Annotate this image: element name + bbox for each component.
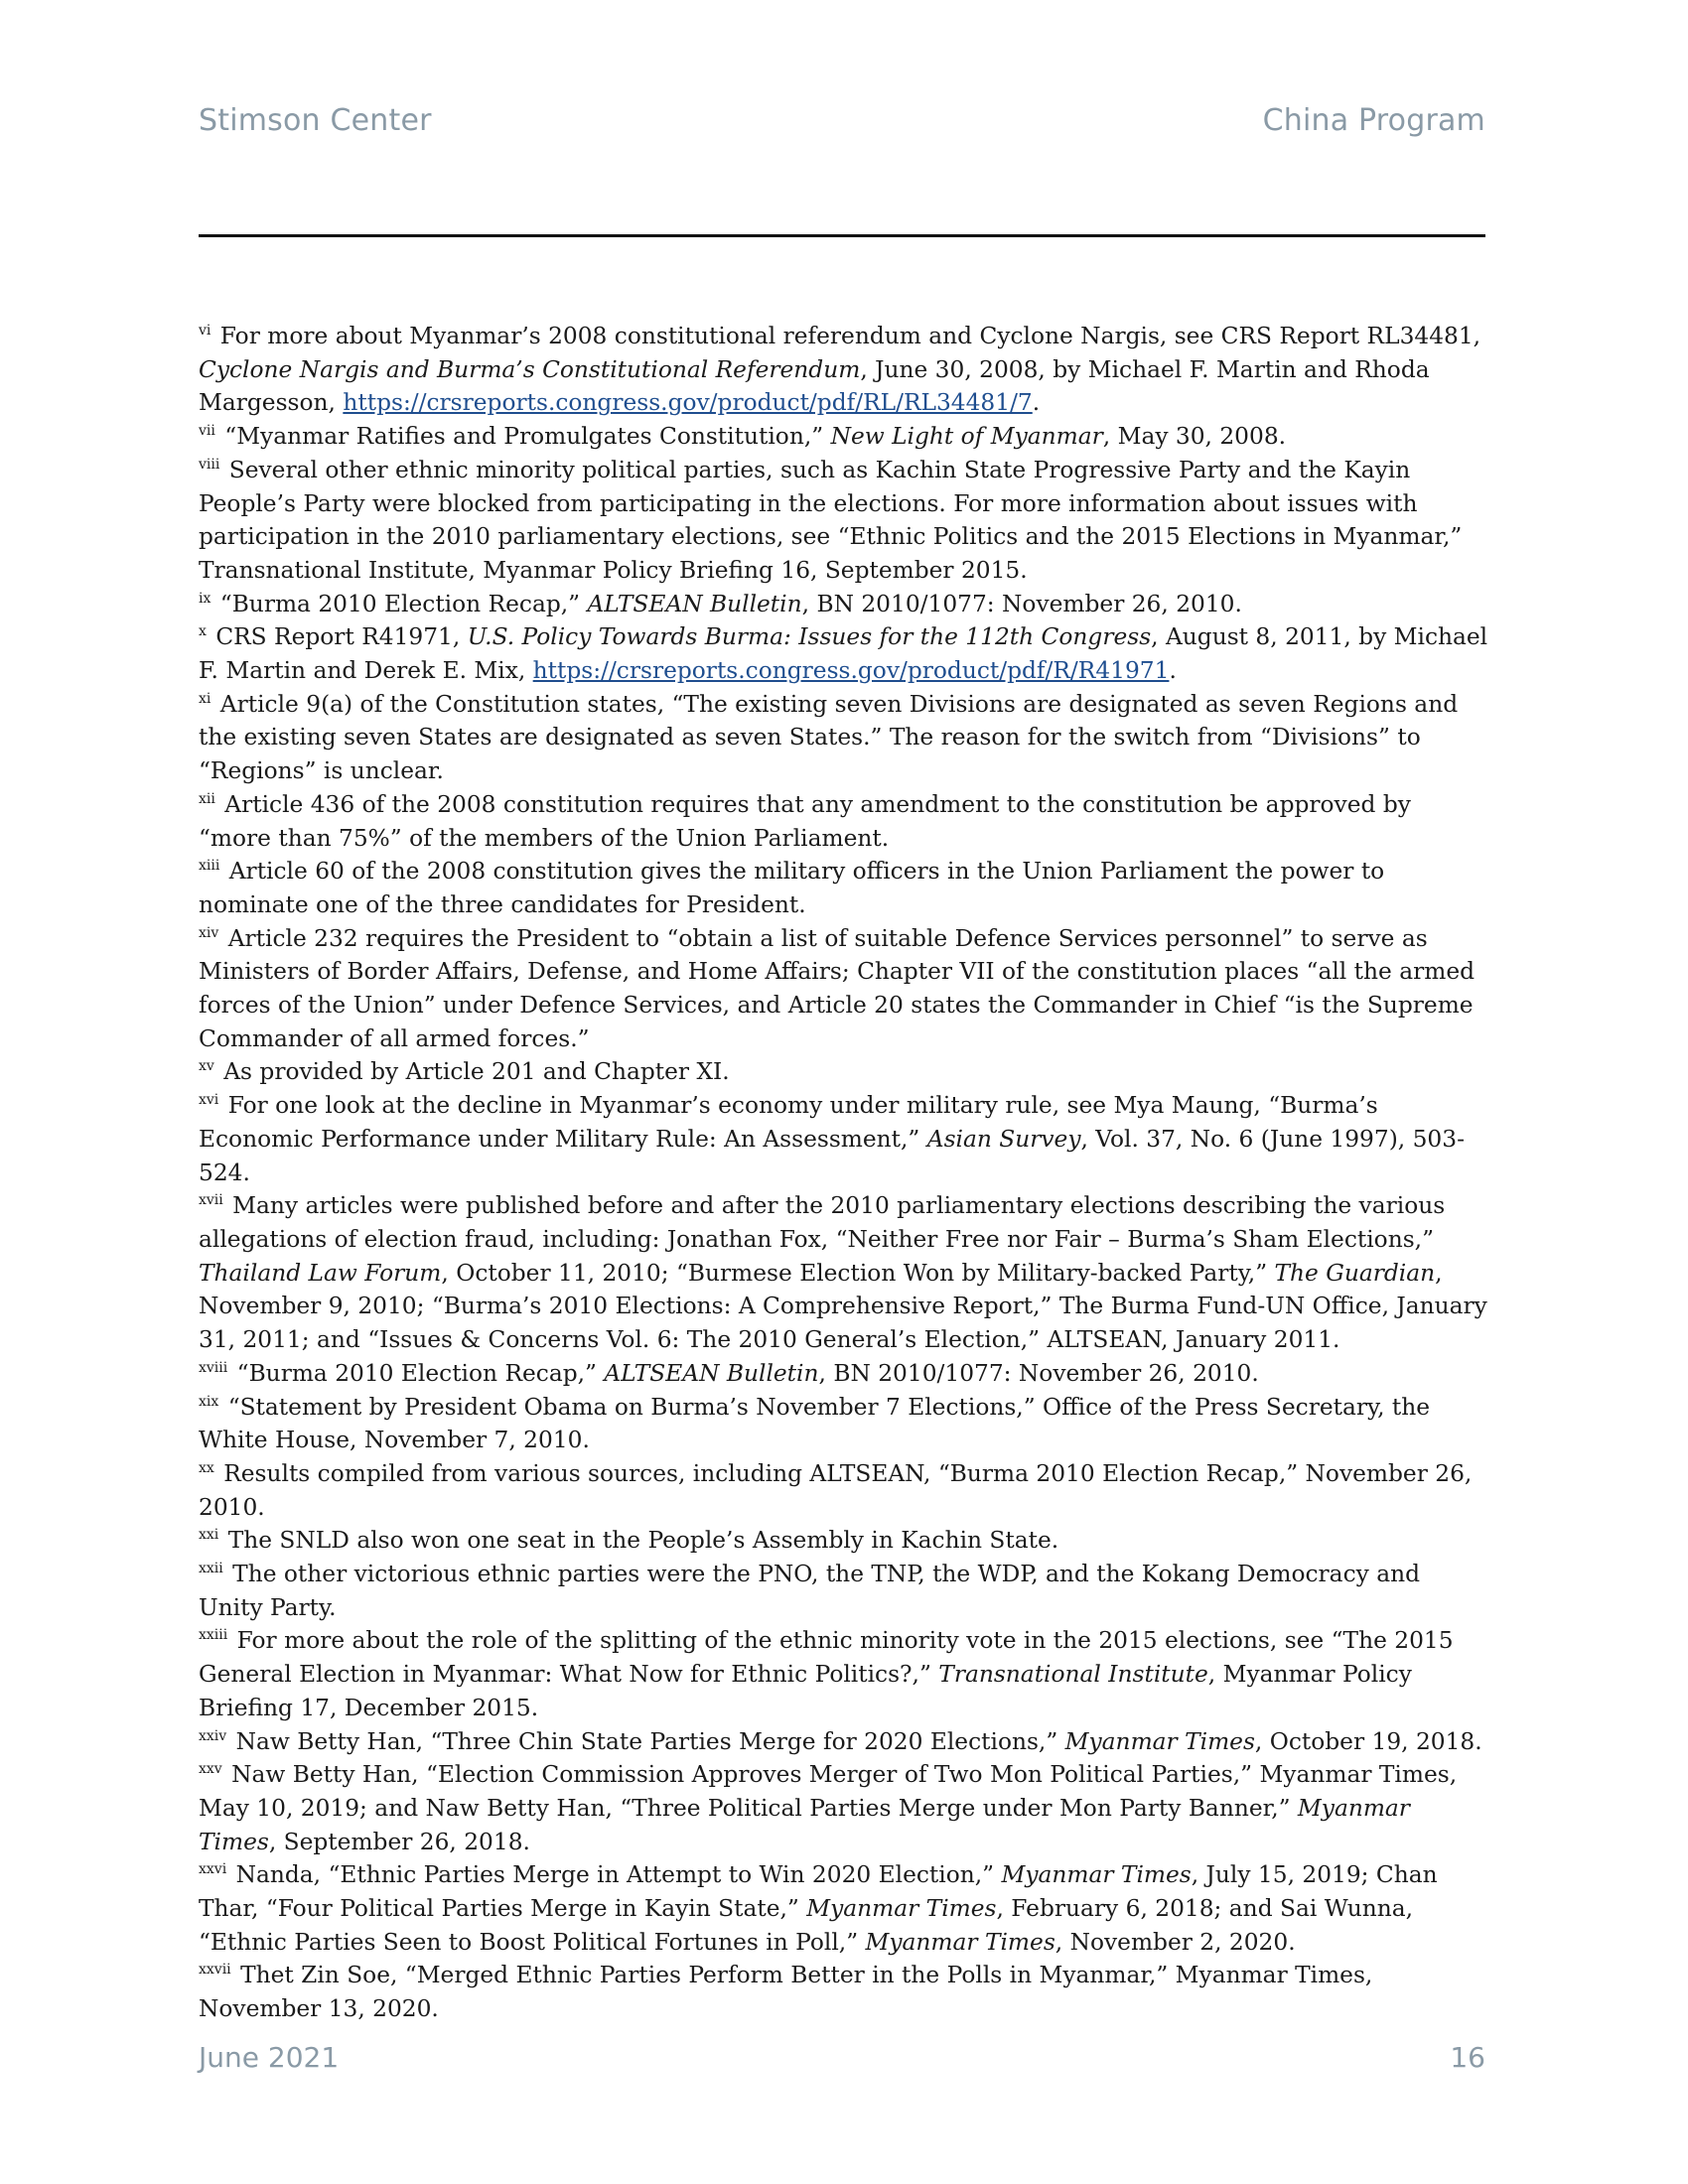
endnote-marker: viii <box>199 456 220 473</box>
endnote-marker: xiv <box>199 924 219 941</box>
endnote-text: , February 6, 2018; and Sai Wunna, “Ethnic Parties Seen to Boost Political Fortunes in Poll,” <box>199 1895 1414 1956</box>
endnote-text: , Myanmar Policy Briefing 17, December 2015. <box>199 1661 1412 1721</box>
endnote-italic-title: Myanmar Times <box>1064 1727 1255 1755</box>
endnote-italic-title: ALTSEAN Bulletin <box>604 1359 819 1387</box>
endnote-text: Article 436 of the 2008 constitution requires that any amendment to the constitution be approved by “more than 75%” of the members of the Union Parliament. <box>199 790 1411 852</box>
endnote-italic-title: Cyclone Nargis and Burma’s Constitutional Referendum <box>199 355 861 383</box>
endnote-marker: xix <box>199 1393 219 1410</box>
header-divider <box>199 234 1485 237</box>
endnote-text: , May 30, 2008. <box>1102 423 1287 451</box>
endnotes-list <box>199 320 1489 2026</box>
endnote-text: Article 232 requires the President to “obtain a list of suitable Defence Services personnel” to serve as Ministers of Border Affairs, Defense, and Home Affairs; Chapter VII of the constitution places “all the armed forces of the Union” under Defence Services, and Article 20 states the Commander in Chief “is the Supreme Commander of all armed forces.” <box>199 924 1476 1052</box>
endnote-text: , October 11, 2010; “Burmese Election Won by Military-backed Party,” <box>441 1259 1275 1287</box>
endnote-text: , BN 2010/1077: November 26, 2010. <box>801 590 1242 617</box>
endnote-xxiii <box>199 1624 1489 1724</box>
endnote-text: Article 9(a) of the Constitution states, “The existing seven Divisions are designated as seven Regions and the existing seven States are designated as seven States.” The reason for the switch from “Divisions” to “Regions” is unclear. <box>199 690 1459 785</box>
endnote-marker: xviii <box>199 1359 228 1376</box>
endnote-viii <box>199 454 1489 588</box>
endnote-marker: xxvii <box>199 1962 231 1979</box>
endnote-text: . <box>1169 657 1177 685</box>
endnote-text: , June 30, 2008, by Michael F. Martin and Rhoda Margesson, <box>199 355 1430 417</box>
endnote-italic-title: Asian Survey <box>926 1125 1081 1153</box>
endnote-marker: ix <box>199 590 211 607</box>
endnote-xx <box>199 1457 1489 1524</box>
endnote-xi <box>199 688 1489 788</box>
endnote-marker: x <box>199 623 207 640</box>
endnote-marker: xxv <box>199 1761 222 1778</box>
endnote-marker: xxii <box>199 1561 223 1577</box>
endnote-text: , July 15, 2019; Chan Thar, “Four Political Parties Merge in Kayin State,” <box>199 1861 1438 1923</box>
endnote-marker: xi <box>199 690 211 707</box>
endnote-text: For more about Myanmar’s 2008 constitutional referendum and Cyclone Nargis, see CRS Report RL34481, <box>219 323 1481 349</box>
endnote-text: “Burma 2010 Election Recap,” <box>236 1359 605 1387</box>
page-number: 16 <box>1450 2041 1485 2074</box>
endnote-link[interactable]: https://crsreports.congress.gov/product/pdf/RL/RL34481/7 <box>343 389 1033 417</box>
endnote-link[interactable]: https://crsreports.congress.gov/product/pdf/R/R41971 <box>532 657 1170 685</box>
endnote-marker: xxiii <box>199 1627 228 1644</box>
endnote-italic-title: Myanmar Times <box>865 1928 1055 1956</box>
endnote-text: , October 19, 2018. <box>1254 1727 1482 1755</box>
endnote-italic-title: U.S. Policy Towards Burma: Issues for the 112th Congress <box>467 623 1152 651</box>
endnote-text: Naw Betty Han, “Three Chin State Parties Merge for 2020 Elections,” <box>235 1727 1065 1755</box>
endnote-text: “Statement by President Obama on Burma’s November 7 Elections,” Office of the Press Secretary, the White House, November 7, 2010. <box>199 1393 1431 1454</box>
endnote-italic-title: ALTSEAN Bulletin <box>587 590 802 617</box>
endnote-text: CRS Report R41971, <box>215 623 468 651</box>
endnote-xxii <box>199 1558 1489 1624</box>
endnote-x <box>199 620 1489 687</box>
endnote-marker: xvi <box>199 1092 219 1109</box>
endnote-italic-title: Thailand Law Forum <box>199 1259 442 1287</box>
endnote-text: As provided by Article 201 and Chapter XI. <box>223 1058 730 1086</box>
endnote-xiv <box>199 922 1489 1056</box>
endnote-text: Article 60 of the 2008 constitution gives the military officers in the Union Parliament the power to nominate one of the three candidates for President. <box>199 858 1385 918</box>
endnote-italic-title: Myanmar Times <box>199 1794 1410 1855</box>
endnote-xvi <box>199 1089 1489 1189</box>
endnote-italic-title: The Guardian <box>1274 1259 1436 1287</box>
endnote-text: , November 9, 2010; “Burma’s 2010 Elections: A Comprehensive Report,” The Burma Fund-UN Office, January 31, 2011; and “Issues & Concerns Vol. 6: The 2010 General’s Election,” ALTSEAN, January 2011. <box>199 1259 1487 1354</box>
endnote-marker: xii <box>199 790 215 807</box>
endnote-marker: vi <box>199 323 211 339</box>
endnote-xv <box>199 1055 1489 1089</box>
endnote-text: Results compiled from various sources, including ALTSEAN, “Burma 2010 Election Recap,” November 26, 2010. <box>199 1459 1473 1521</box>
footer-date: June 2021 <box>199 2041 340 2074</box>
endnote-italic-title: Myanmar Times <box>806 1895 997 1923</box>
endnote-italic-title: New Light of Myanmar <box>830 423 1103 451</box>
endnote-ix <box>199 588 1489 621</box>
endnote-text: For more about the role of the splitting of the ethnic minority vote in the 2015 elections, see “The 2015 General Election in Myanmar: What Now for Ethnic Politics?,” <box>199 1627 1454 1689</box>
endnote-text: Naw Betty Han, “Election Commission Approves Merger of Two Mon Political Parties,” Myanmar Times, May 10, 2019; and Naw Betty Han, “Three Political Parties Merge under Mon Party Banner,” <box>199 1761 1458 1822</box>
endnote-xix <box>199 1391 1489 1457</box>
endnote-text: , September 26, 2018. <box>268 1828 530 1855</box>
endnote-text: Many articles were published before and after the 2010 parliamentary elections describing the various allegations of election fraud, including: Jonathan Fox, “Neither Free nor Fair – Burma’s Sham Elections,” <box>199 1192 1446 1253</box>
endnote-text: The other victorious ethnic parties were the PNO, the TNP, the WDP, and the Kokang Democracy and Unity Party. <box>199 1561 1420 1621</box>
endnote-xxi <box>199 1524 1489 1558</box>
endnote-text: For one look at the decline in Myanmar’s economy under military rule, see Mya Maung, “Burma’s Economic Performance under Military Rule: An Assessment,” <box>199 1092 1378 1153</box>
endnote-text: , November 2, 2020. <box>1055 1928 1296 1956</box>
endnote-marker: xx <box>199 1459 214 1476</box>
endnote-xxvii <box>199 1959 1489 2025</box>
endnote-vi <box>199 320 1489 420</box>
header-organization: Stimson Center <box>199 103 432 138</box>
endnote-text: . <box>1032 389 1041 417</box>
endnote-text: , Vol. 37, No. 6 (June 1997), 503-524. <box>199 1125 1465 1186</box>
endnote-xxv <box>199 1758 1489 1858</box>
header-program: China Program <box>1262 103 1485 138</box>
endnote-xvii <box>199 1189 1489 1357</box>
endnote-italic-title: Myanmar Times <box>1001 1861 1192 1889</box>
endnote-italic-title: Transnational Institute <box>938 1661 1208 1689</box>
endnote-text: “Myanmar Ratifies and Promulgates Constitution,” <box>224 423 831 451</box>
endnote-xviii <box>199 1357 1489 1391</box>
endnote-text: “Burma 2010 Election Recap,” <box>219 590 588 617</box>
endnote-marker: xxiv <box>199 1727 227 1744</box>
endnote-vii <box>199 420 1489 454</box>
endnote-marker: xiii <box>199 858 220 875</box>
endnote-xxvi <box>199 1858 1489 1959</box>
endnote-marker: vii <box>199 423 215 440</box>
endnote-xxiv <box>199 1725 1489 1759</box>
endnote-text: , BN 2010/1077: November 26, 2010. <box>818 1359 1259 1387</box>
endnote-text: The SNLD also won one seat in the People’s Assembly in Kachin State. <box>227 1527 1059 1555</box>
endnote-marker: xv <box>199 1058 214 1075</box>
endnote-marker: xvii <box>199 1192 223 1209</box>
endnote-text: Several other ethnic minority political parties, such as Kachin State Progressive Party and the Kayin People’s Party were blocked from participating in the elections. For more information about issues with participation in the 2010 parliamentary elections, see “Ethnic Politics and the 2015 Elections in Myanmar,” Transnational Institute, Myanmar Policy Briefing 16, September 2015. <box>199 456 1463 584</box>
endnote-text: Thet Zin Soe, “Merged Ethnic Parties Perform Better in the Polls in Myanmar,” Myanmar Times, November 13, 2020. <box>199 1962 1373 2023</box>
endnote-text: , August 8, 2011, by Michael F. Martin and Derek E. Mix, <box>199 623 1488 685</box>
endnote-text: Nanda, “Ethnic Parties Merge in Attempt to Win 2020 Election,” <box>235 1861 1002 1889</box>
endnote-xii <box>199 788 1489 855</box>
endnote-marker: xxi <box>199 1527 219 1544</box>
endnote-marker: xxvi <box>199 1861 227 1878</box>
endnote-xiii <box>199 855 1489 921</box>
